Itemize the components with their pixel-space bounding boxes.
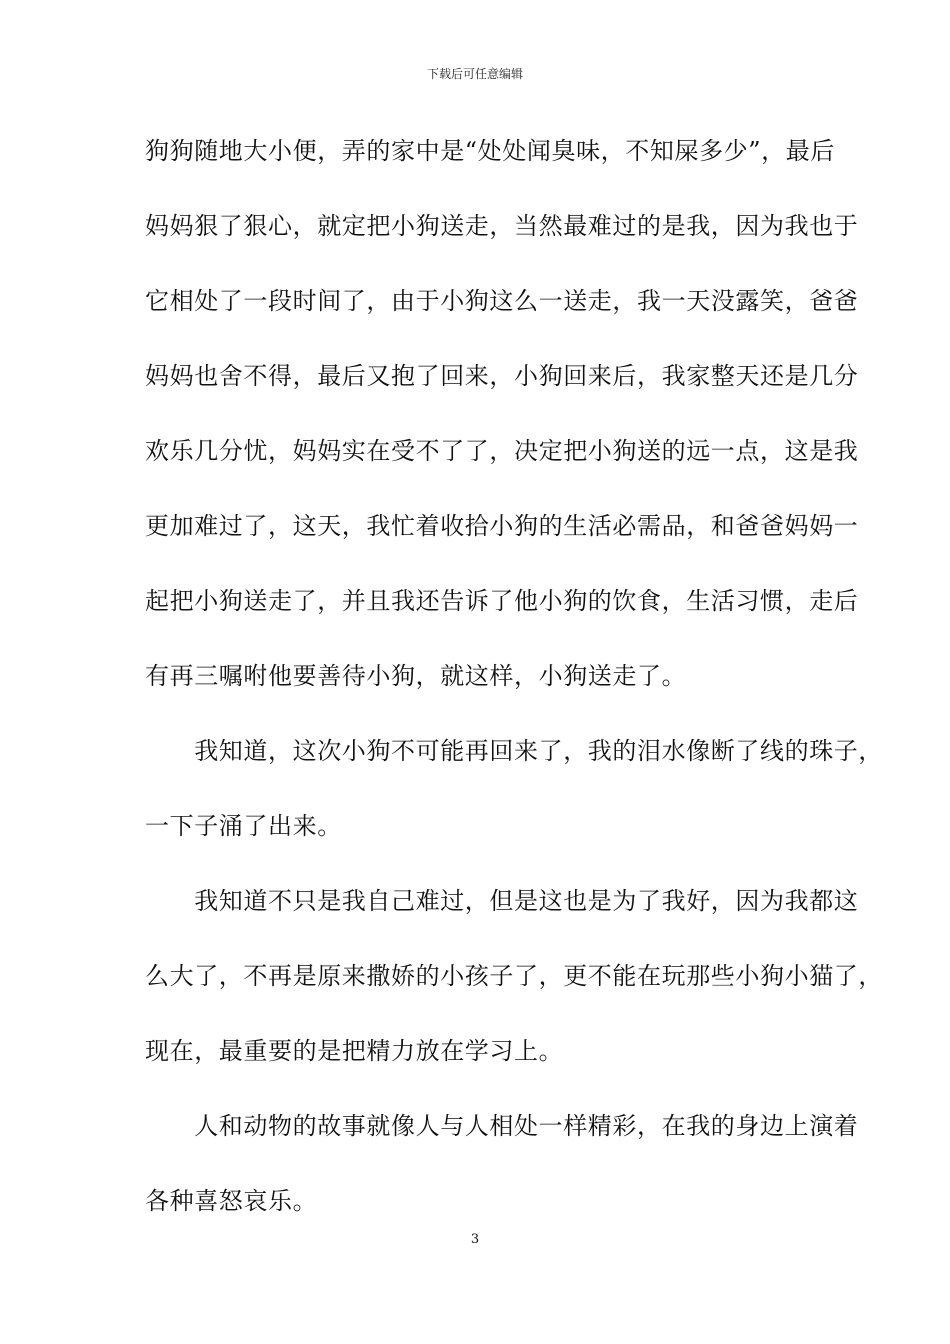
text-line: 妈妈也舍不得，最后又抱了回来，小狗回来后，我家整天还是几分: [145, 362, 859, 390]
text-line: 人和动物的故事就像人与人相处一样精彩，在我的身边上演着: [145, 1112, 859, 1140]
text-line: 狗狗随地大小便，弄的家中是“处处闻臭味，不知屎多少”，最后: [145, 137, 835, 165]
text-line: 有再三嘱咐他要善待小狗，就这样，小狗送走了。: [145, 662, 687, 690]
text-line: 我知道，这次小狗不可能再回来了，我的泪水像断了线的珠子，: [145, 737, 883, 765]
text-line: 一下子涌了出来。: [145, 812, 342, 840]
text-line: 妈妈狠了狠心，就定把小狗送走，当然最难过的是我，因为我也于: [145, 212, 859, 240]
text-line: 各种喜怒哀乐。: [145, 1187, 318, 1215]
page-header: 下载后可任意编辑: [426, 67, 523, 81]
page-number: 3: [470, 1232, 480, 1247]
text-line: 现在，最重要的是把精力放在学习上。: [145, 1037, 564, 1065]
text-line: 它相处了一段时间了，由于小狗这么一送走，我一天没露笑，爸爸: [145, 287, 859, 315]
text-line: 更加难过了，这天，我忙着收拾小狗的生活必需品，和爸爸妈妈一: [145, 512, 859, 540]
text-line: 我知道不只是我自己难过，但是这也是为了我好，因为我都这: [145, 887, 859, 915]
text-line: 起把小狗送走了，并且我还告诉了他小狗的饮食，生活习惯，走后: [145, 587, 859, 615]
text-line: 欢乐几分忧，妈妈实在受不了了，决定把小狗送的远一点，这是我: [145, 437, 859, 465]
text-line: 么大了，不再是原来撒娇的小孩子了，更不能在玩那些小狗小猫了，: [145, 962, 883, 990]
